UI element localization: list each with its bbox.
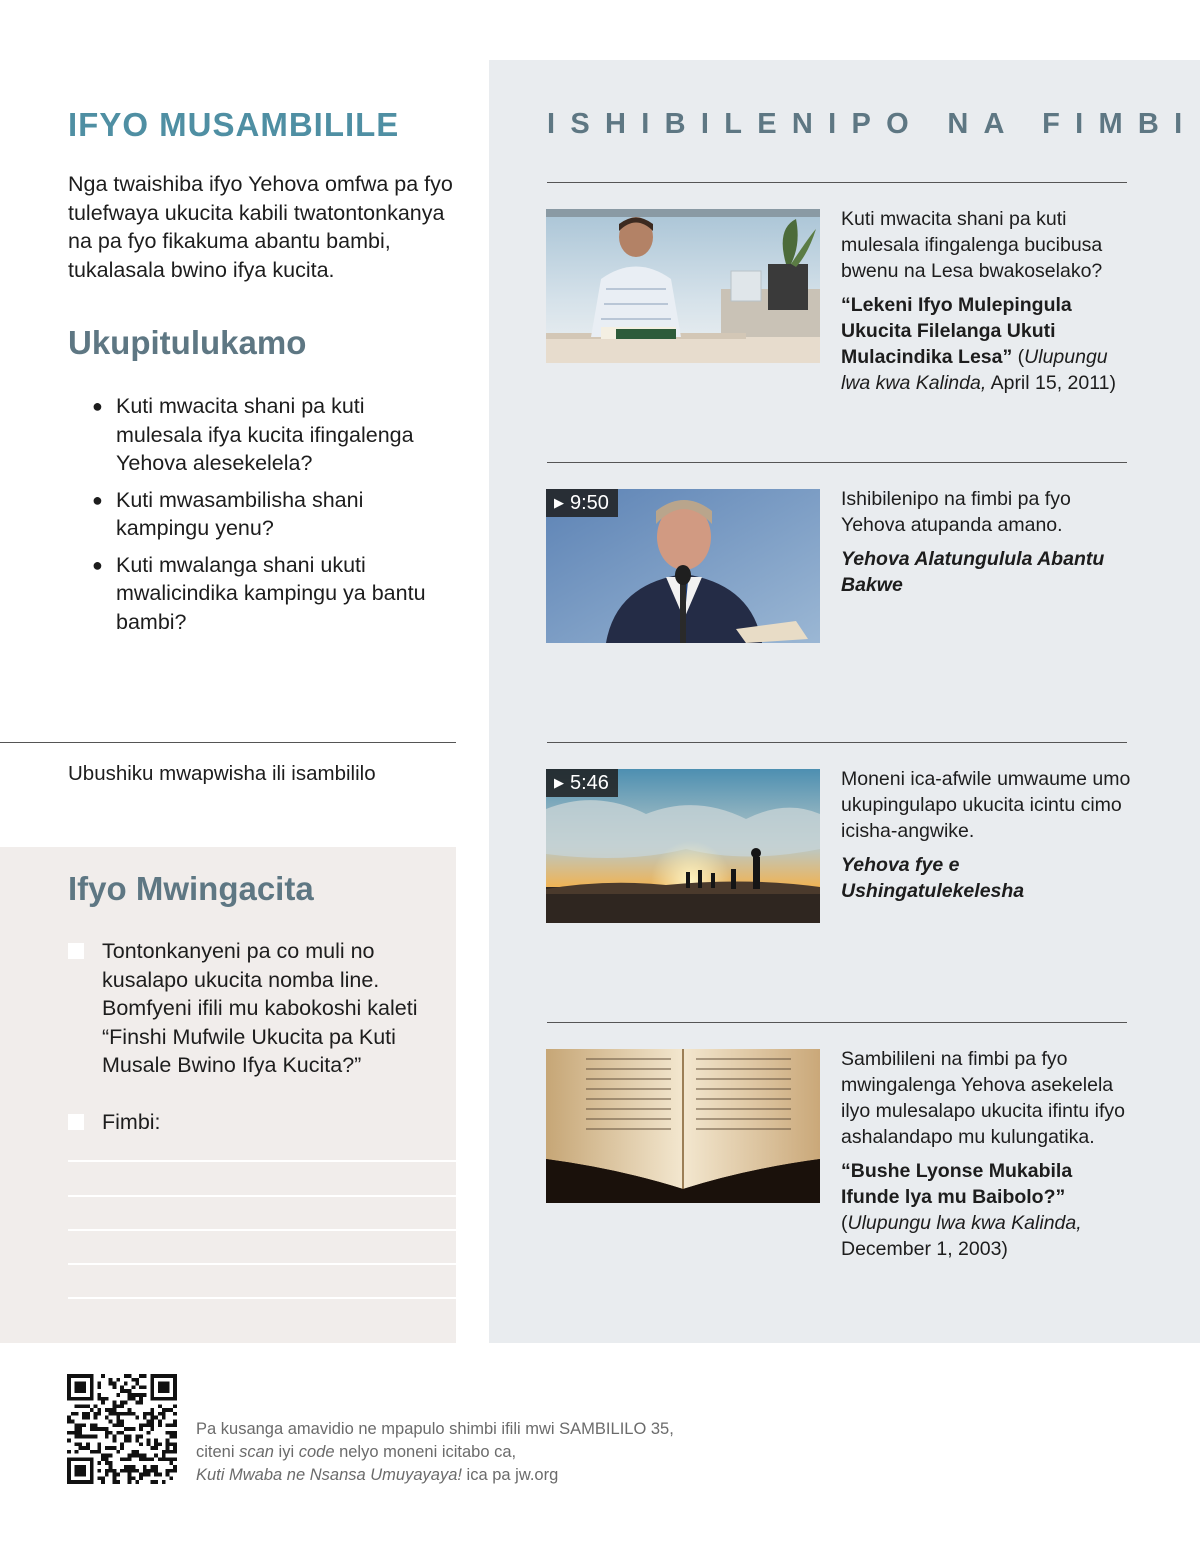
entry-2 xyxy=(841,486,1131,598)
bullet-icon: ● xyxy=(92,489,103,510)
learn-more-title: ISHIBILENIPO NA FIMBI xyxy=(547,108,1198,140)
bullet-icon: ● xyxy=(92,396,103,416)
play-icon: ▶ xyxy=(554,775,564,790)
intro-paragraph: Nga twaishiba ifyo Yehova omfwa pa fyo tulefwaya ukucita kabili twatontonkanya na pa fyo fikakuma abantu bambi, tukalasala bwino ifya kucita. xyxy=(68,172,453,282)
completion-date-label[interactable]: Ubushiku mwapwisha ili isambililo xyxy=(68,762,376,785)
write-line[interactable] xyxy=(68,1229,456,1231)
todo-item-other: Fimbi: xyxy=(68,1108,438,1137)
entry-3 xyxy=(841,766,1131,904)
checkbox[interactable] xyxy=(68,1114,84,1130)
article-link[interactable]: “Bushe Lyonse Mukabila Ifunde lya mu Baibolo?” (Ulupungu lwa kwa Kalinda, December 1, 2003) xyxy=(841,1160,1082,1260)
divider xyxy=(547,462,1127,463)
play-icon: ▶ xyxy=(554,495,564,510)
entry-1 xyxy=(841,206,1131,396)
entry-question: Ishibilenipo na fimbi pa fyo Yehova atupanda amano. xyxy=(841,488,1071,536)
review-item: ● Kuti mwalanga shani ukuti mwalicindika kampingu ya bantu bambi? xyxy=(92,552,426,634)
todo-item: Tontonkanyeni pa co muli no kusalapo ukucita nomba line. Bomfyeni ifili mu kabokoshi kaleti “Finshi Mufwile Ukucita pa Kuti Musale Bwino Ifya Kucita?” xyxy=(68,937,438,1080)
video-link[interactable]: Yehova fye e Ushingatulekelesha xyxy=(841,854,1025,902)
sunset-video-thumbnail[interactable] xyxy=(546,769,820,923)
section-title: IFYO MUSAMBILILE xyxy=(68,106,400,143)
entry-question: Moneni ica-afwile umwaume umo ukupingulapo ukucita icintu cimo icisha-angwike. xyxy=(841,768,1131,842)
write-line[interactable] xyxy=(68,1263,456,1265)
video-duration-badge: ▶ 9:50 xyxy=(546,489,618,517)
entry-4 xyxy=(841,1046,1131,1262)
review-item: ● Kuti mwasambilisha shani kampingu yenu? xyxy=(92,487,364,540)
article-link[interactable]: “Lekeni Ifyo Mulepingula Ukucita Filelanga Ukuti Mulacindika Lesa” (Ulupungu lwa kwa Kalinda, April 15, 2011) xyxy=(841,294,1116,394)
video-duration-badge: ▶ 5:46 xyxy=(546,769,618,797)
todo-box xyxy=(0,847,456,1343)
write-line[interactable] xyxy=(68,1160,456,1162)
qr-code-icon[interactable] xyxy=(67,1374,177,1484)
write-line[interactable] xyxy=(68,1297,456,1299)
divider xyxy=(547,182,1127,183)
entry-question: Kuti mwacita shani pa kuti mulesala ifingalenga bucibusa bwenu na Lesa bwakoselako? xyxy=(841,208,1103,282)
review-title: Ukupitulukamo xyxy=(68,324,307,361)
entry-question: Sambilileni na fimbi pa fyo mwingalenga Yehova asekelela ilyo mulesalapo ukucita ifintu ifyo ashalandapo mu kulungatika. xyxy=(841,1048,1125,1148)
divider xyxy=(0,742,456,743)
man-reading-bible-image[interactable] xyxy=(546,209,820,363)
speaker-video-thumbnail[interactable] xyxy=(546,489,820,643)
footer-note: Pa kusanga amavidio ne mpapulo shimbi ifili mwi SAMBILILO 35, citeni scan iyi code nelyo moneni icitabo ca, Kuti Mwaba ne Nsansa Umuyayaya! ica pa jw.org xyxy=(196,1420,674,1484)
bullet-icon: ● xyxy=(92,554,103,575)
divider xyxy=(547,1022,1127,1023)
open-bible-image[interactable] xyxy=(546,1049,820,1203)
todo-title: Ifyo Mwingacita xyxy=(68,870,314,907)
write-line[interactable] xyxy=(68,1195,456,1197)
video-link[interactable]: Yehova Alatungulula Abantu Bakwe xyxy=(841,548,1105,596)
review-list xyxy=(92,392,442,644)
divider xyxy=(547,742,1127,743)
review-item: ● Kuti mwacita shani pa kuti mulesala ifya kucita ifingalenga Yehova alesekelela? xyxy=(92,394,414,475)
checkbox[interactable] xyxy=(68,943,84,959)
